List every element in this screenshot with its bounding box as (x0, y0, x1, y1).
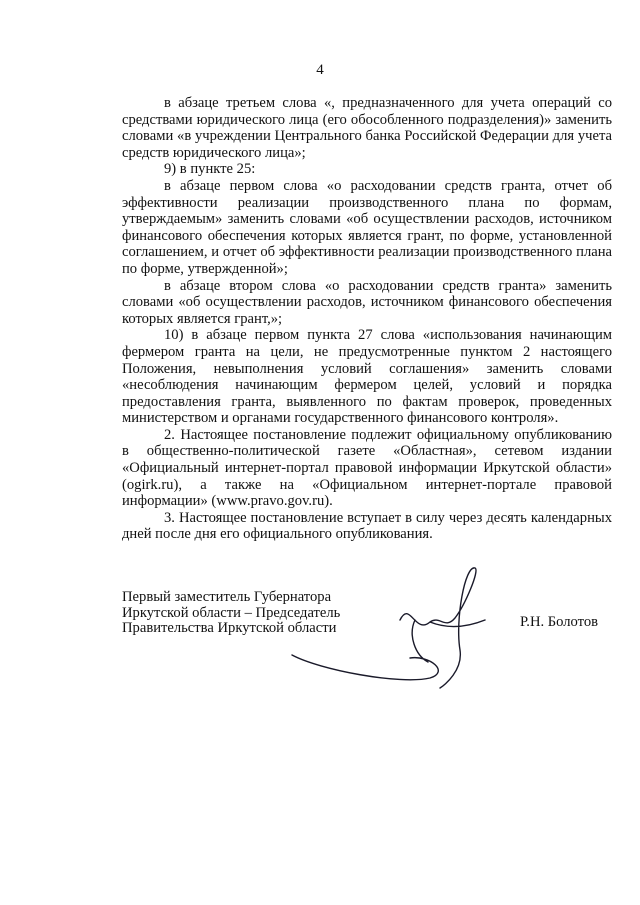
paragraph: в абзаце первом слова «о расходовании средств гранта, отчет об эффективности реализации производственного плана по формам, утверждаемым» заменить словами «об осуществлении расходов, источником финансового обеспечения которых является грант, по форме, установленной соглашением, и отчет об эффективности реализации производственного плана по форме, утвержденной»; (122, 177, 612, 277)
document-body (122, 95, 612, 543)
paragraph: в абзаце втором слова «о расходовании средств гранта» заменить словами «об осуществлении расходов, источником финансового обеспечения которых является грант,»; (122, 277, 612, 327)
signatory-name: Р.Н. Болотов (520, 614, 599, 630)
paragraph: 2. Настоящее постановление подлежит официальному опубликованию в общественно-политической газете «Областная», сетевом издании «Официальный интернет-портал правовой информации Иркутской области» (ogirk.ru), а также на «Официальном интернет-портале правовой информации» (www.pravo.gov.ru). (122, 426, 612, 510)
paragraph: 9) в пункте 25: (164, 161, 256, 178)
signatory-title-line: Правительства Иркутской области (122, 620, 337, 636)
handwritten-signature (280, 560, 510, 700)
signatory-title-line: Иркутской области – Председатель (122, 604, 341, 621)
signatory-title-line: Первый заместитель Губернатора (122, 589, 332, 605)
paragraph: 10) в абзаце первом пункта 27 слова «использования начинающим фермером гранта на цели, не предусмотренные пунктом 2 настоящего Положения, невыполнения условий соглашения» заменить словами «несоблюдения начинающим фермером целей, условий и порядка предоставления гранта, выявленного по фактам проверок, проведенных министерством и органами государственного финансового контроля». (122, 327, 612, 427)
paragraph: 3. Настоящее постановление вступает в силу через десять календарных дней после дня его официального опубликования. (122, 509, 612, 543)
page-number: 4 (316, 62, 324, 78)
paragraph: в абзаце третьем слова «, предназначенного для учета операций со средствами юридического лица (его обособленного подразделения)» заменить словами «в учреждении Центрального банка Российской Федерации для учета средств юридического лица»; (122, 95, 612, 161)
